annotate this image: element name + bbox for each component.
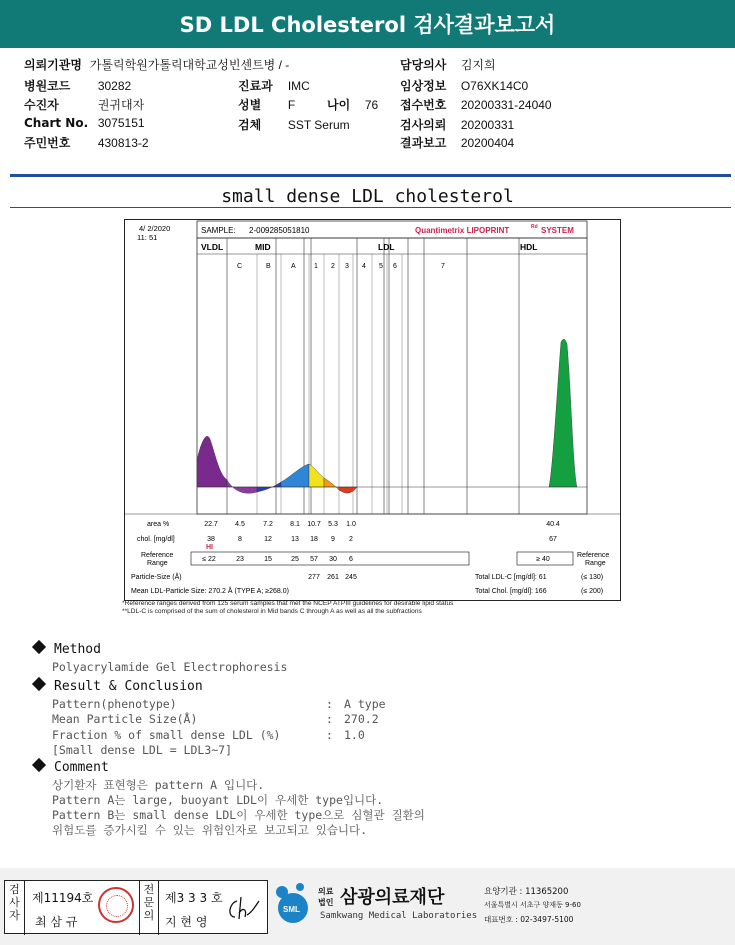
vertical-char: 자 [9, 909, 20, 922]
chol-value: 67 [549, 536, 557, 543]
band-label: 6 [393, 263, 397, 270]
bullet-diamond-icon [32, 640, 46, 654]
patient-label: 수진자 [24, 98, 59, 112]
resident-row [24, 134, 149, 151]
band-label: 1 [314, 263, 318, 270]
brand-sup: Rd [531, 224, 538, 230]
age-label: 나이 [327, 98, 351, 112]
code-label: 병원코드 [24, 79, 71, 93]
result-sep-0: : [326, 697, 333, 711]
result-heading: Result & Conclusion [54, 679, 203, 694]
method-text: Polyacrylamide Gel Electrophoresis [52, 660, 288, 674]
patient-row [24, 96, 144, 113]
chart-value: 3075151 [97, 116, 145, 130]
tester-number: 제11194호 [32, 891, 94, 905]
chol-value: 2 [349, 536, 353, 543]
org-prefix-1: 의료 [318, 887, 334, 896]
receipt-label: 접수번호 [400, 98, 447, 112]
age-row [327, 96, 378, 113]
confirm-number: 제3 3 3 호 [165, 891, 223, 905]
confirm-vertical-text [140, 883, 158, 922]
particle-value: 277 [308, 574, 320, 581]
dept-value: IMC [287, 79, 310, 93]
brand-suffix: SYSTEM [541, 226, 574, 235]
hi-flag: HI [206, 544, 213, 551]
plot-frame [197, 238, 587, 514]
region-vldl: VLDL [201, 242, 224, 252]
total-chol: Total Chol. [mg/dl]: 166 [475, 588, 547, 595]
band-labels [237, 263, 445, 270]
band-label: A [291, 263, 296, 270]
report-header-bar [0, 0, 735, 48]
sample-id: 2-009285051810 [249, 226, 310, 235]
total-chol-range: (≤ 200) [581, 588, 604, 595]
sml-logo-icon [272, 882, 314, 924]
sex-row [238, 96, 295, 113]
report-date-label: 결과보고 [400, 136, 447, 150]
report-date-row [400, 134, 514, 151]
result-value-0: A type [344, 697, 386, 711]
resident-value: 430813-2 [97, 136, 149, 150]
hospital-value: 가톨릭학원가톨릭대학교성빈센트병 / - [89, 58, 290, 72]
ref-value: 6 [349, 556, 353, 563]
clinical-row [400, 77, 528, 94]
org-address: 서울특별시 서초구 양재동 9-60 [484, 901, 581, 909]
band-label: C [237, 263, 243, 270]
profile-segment [549, 339, 577, 487]
logo-text: SML [283, 905, 300, 914]
mean-ldl: Mean LDL-Particle Size: 270.2 Å (TYPE A; ≥268.0) [131, 588, 289, 595]
specimen-label: 검체 [238, 118, 262, 132]
tester-vertical-text [5, 883, 24, 922]
comment-heading: Comment [54, 760, 109, 775]
bullet-diamond-icon [32, 677, 46, 691]
age-value: 76 [364, 98, 379, 112]
org-code: 요양기관 : 11365200 [484, 887, 569, 897]
ref-left-2: Range [147, 560, 168, 567]
comment-heading-row [34, 760, 109, 775]
method-heading: Method [54, 642, 101, 657]
comment-line-0: 상기환자 표현형은 pattern A 입니다. [52, 778, 265, 792]
band-label: B [266, 263, 271, 270]
report-title: SD LDL Cholesterol 검사결과보고서 [179, 13, 556, 37]
area-value: 7.2 [263, 521, 273, 528]
report-date-value: 20200404 [460, 136, 515, 150]
chol-value: 13 [291, 536, 299, 543]
vertical-char: 문 [143, 896, 155, 909]
region-mid: MID [255, 242, 271, 252]
band-dividers [227, 238, 519, 514]
electrophoresis-profile [197, 339, 587, 493]
vertical-char: 전 [143, 883, 155, 896]
result-label-1: Mean Particle Size(Å) [52, 712, 198, 726]
ref-right-2: Range [585, 560, 606, 567]
chart-row [24, 116, 145, 130]
area-row-label: area % [147, 521, 170, 528]
bullet-diamond-icon [32, 758, 46, 772]
section-divider-top [10, 174, 731, 177]
chol-value: 8 [238, 536, 242, 543]
lipoprint-panel [124, 219, 621, 601]
sex-label: 성별 [238, 98, 262, 112]
clinical-label: 임상정보 [400, 79, 447, 93]
chol-value: 18 [310, 536, 318, 543]
profile-segment [227, 480, 257, 493]
confirm-vertical-label [139, 881, 159, 935]
code-value: 30282 [97, 79, 132, 93]
area-value: 4.5 [235, 521, 245, 528]
patient-value: 권귀대자 [97, 98, 145, 112]
resident-label: 주민번호 [24, 136, 71, 150]
code-row [24, 77, 131, 94]
region-hdl: HDL [520, 242, 538, 252]
ref-left-1: Reference [141, 552, 174, 559]
vertical-char: 검 [9, 883, 20, 896]
sample-label: SAMPLE: [201, 226, 236, 235]
ref-value: 25 [291, 556, 299, 563]
profile-segment [281, 464, 309, 487]
clinical-value: O76XK14C0 [460, 79, 529, 93]
particle-row [308, 574, 357, 581]
comment-line-3: 위험도를 증가시킬 수 있는 위험인자로 보고되고 있습니다. [52, 823, 368, 837]
chol-value: 12 [264, 536, 272, 543]
ref-value: 30 [329, 556, 337, 563]
request-row [400, 116, 514, 133]
area-row [204, 521, 560, 528]
receipt-value: 20200331-24040 [460, 98, 552, 112]
brand-name: Quantimetrix LIPOPRINT [415, 226, 510, 235]
ref-value: ≥ 40 [536, 556, 550, 563]
sex-value: F [287, 98, 296, 112]
chol-row-label: chol. [mg/dl] [137, 536, 175, 543]
lipoprint-svg [125, 220, 620, 600]
tester-name: 최 삼 규 [35, 915, 78, 929]
org-prefix-2: 법인 [318, 898, 334, 907]
signature-icon [223, 895, 263, 923]
particle-label: Particle-Size (Å) [131, 574, 182, 581]
org-english-name: Samkwang Medical Laboratories [320, 911, 478, 921]
result-sep-2: : [326, 728, 333, 742]
org-tel: 대표번호 : 02-3497-5100 [484, 915, 574, 924]
band-label: 3 [345, 263, 349, 270]
method-heading-row [34, 642, 101, 657]
specimen-row [238, 116, 350, 133]
hospital-label: 의뢰기관명 [24, 58, 82, 72]
chol-row [207, 536, 557, 543]
ref-row [202, 556, 550, 563]
band-label: 4 [362, 263, 366, 270]
particle-value: 261 [327, 574, 339, 581]
dept-label: 진료과 [238, 79, 273, 93]
receipt-row [400, 96, 552, 113]
seal-stamp-icon [98, 887, 134, 923]
area-value: 8.1 [290, 521, 300, 528]
result-value-2: 1.0 [344, 728, 365, 742]
band-label: 7 [441, 263, 445, 270]
region-ldl: LDL [378, 242, 395, 252]
profile-segment [339, 487, 357, 493]
profile-segment [309, 464, 324, 487]
band-label: 5 [379, 263, 383, 270]
doctor-value: 김지희 [460, 58, 496, 72]
area-value: 22.7 [204, 521, 218, 528]
organization-block [272, 880, 732, 936]
ref-value: ≤ 22 [202, 556, 216, 563]
comment-line-1: Pattern A는 large, buoyant LDL이 우세한 type입니다. [52, 793, 384, 807]
total-ldl-range: (≤ 130) [581, 574, 604, 581]
vertical-char: 사 [9, 896, 20, 909]
chart-label: Chart No. [24, 116, 89, 130]
area-value: 10.7 [307, 521, 321, 528]
section-title: small dense LDL cholesterol [221, 186, 514, 207]
profile-segment [197, 436, 227, 487]
result-heading-row [34, 679, 203, 694]
dept-row [238, 77, 310, 94]
request-value: 20200331 [460, 118, 515, 132]
result-value-1: 270.2 [344, 712, 379, 726]
chol-value: 9 [331, 536, 335, 543]
specimen-value: SST Serum [287, 118, 350, 132]
footnote-1: *Reference ranges derived from 125 serum samples that met the NCEP ATPIII guidelines for desirable lipid status [122, 600, 454, 607]
area-value: 40.4 [546, 521, 560, 528]
chol-value: 38 [207, 536, 215, 543]
confirm-name: 지 현 영 [165, 915, 208, 929]
comment-line-2: Pattern B는 small dense LDL이 우세한 type으로 심혈관 질환의 [52, 808, 425, 822]
vertical-char: 의 [143, 909, 155, 922]
ref-value: 57 [310, 556, 318, 563]
ref-value: 23 [236, 556, 244, 563]
doctor-label: 담당의사 [400, 58, 447, 72]
particle-value: 245 [345, 574, 357, 581]
profile-segment [324, 478, 339, 490]
report-time: 11: 51 [137, 233, 158, 242]
area-value: 1.0 [346, 521, 356, 528]
doctor-row [400, 56, 496, 73]
signature-box [4, 880, 268, 934]
ref-right-1: Reference [577, 552, 610, 559]
result-sep-1: : [326, 712, 333, 726]
org-name: 삼광의료재단 [340, 887, 445, 908]
request-label: 검사의뢰 [400, 118, 447, 132]
result-note: [Small dense LDL = LDL3~7] [52, 743, 233, 757]
result-label-2: Fraction % of small dense LDL (%) [52, 728, 281, 742]
hospital-row [24, 56, 289, 73]
total-ldl: Total LDL-C [mg/dl]: 61 [475, 574, 547, 581]
area-value: 5.3 [328, 521, 338, 528]
tester-vertical-label [5, 881, 25, 935]
band-label: 2 [331, 263, 335, 270]
ref-value: 15 [264, 556, 272, 563]
result-label-0: Pattern(phenotype) [52, 697, 177, 711]
section-divider-bottom [10, 207, 731, 208]
report-date: 4/ 2/2020 [139, 224, 171, 233]
footnote-2: **LDL-C is comprised of the sum of cholesterol in Mid bands C through A as well as all the subfractions [122, 608, 422, 615]
